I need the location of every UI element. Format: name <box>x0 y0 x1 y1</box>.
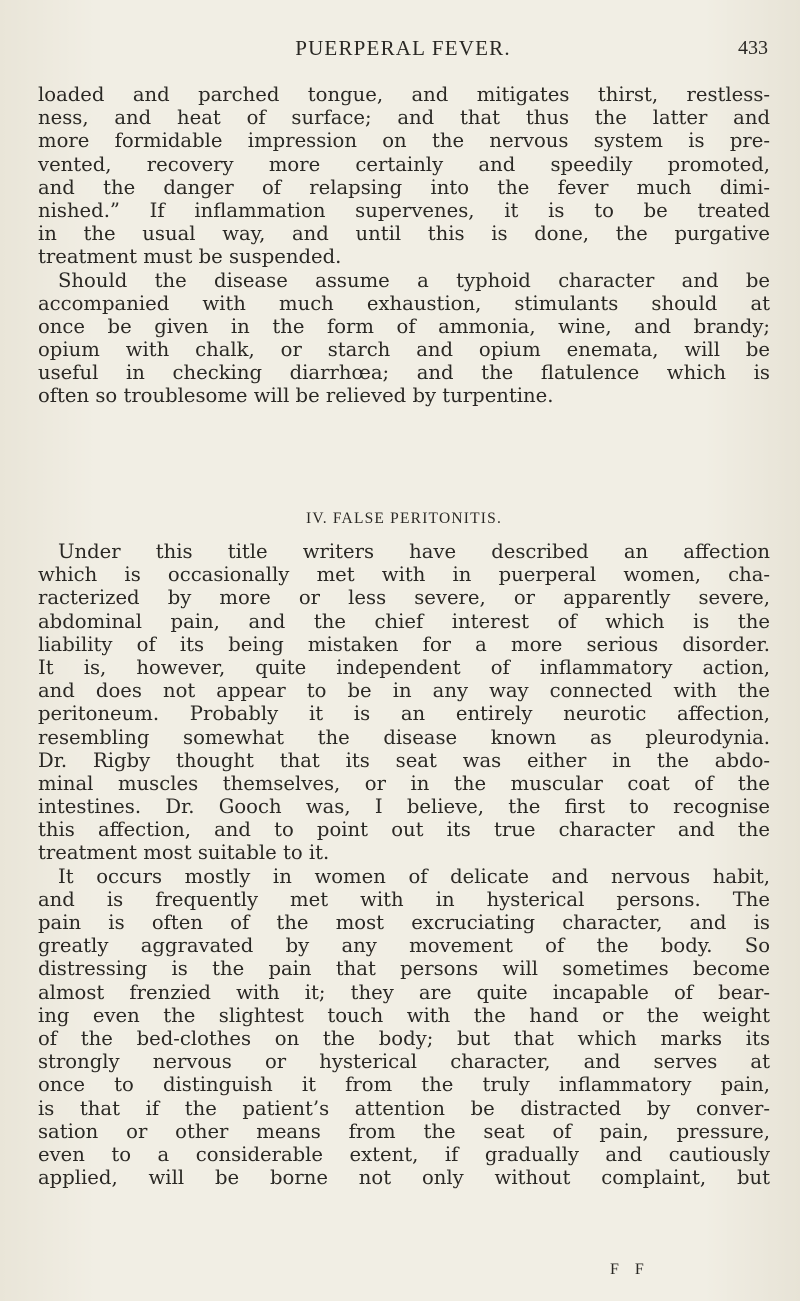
paragraph-treatment <box>38 83 770 408</box>
text-line: Under this title writers have described an affection <box>58 540 770 563</box>
text-line: vented, recovery more certainly and speedily promoted, <box>38 152 770 176</box>
chapter-title: PUERPERAL FEVER. <box>295 36 511 60</box>
text-line: is that if the patient’s attention be distracted by conver- <box>38 1096 770 1120</box>
text-line: almost frenzied with it; they are quite incapable of bear- <box>38 980 770 1004</box>
text-line: treatment must be suspended. <box>38 245 342 269</box>
page-number: 433 <box>738 37 768 59</box>
text-line: of the bed-clothes on the body; but that which marks its <box>38 1026 770 1050</box>
text-line: distressing is the pain that persons will sometimes become <box>38 957 770 981</box>
text-line: and does not appear to be in any way connected with the <box>38 679 770 703</box>
text-line: sation or other means from the seat of pain, pressure, <box>38 1119 770 1143</box>
text-line: It is, however, quite independent of inflammatory action, <box>38 655 770 679</box>
running-header <box>38 36 768 66</box>
text-line: abdominal pain, and the chief interest of which is the <box>38 609 770 633</box>
text-line: accompanied with much exhaustion, stimulants should at <box>38 291 770 315</box>
text-line: nished.” If inflammation supervenes, it is to be treated <box>38 198 770 222</box>
text-line: pain is often of the most excruciating character, and is <box>38 911 770 934</box>
signature-mark: F F <box>610 1261 650 1278</box>
text-line: applied, will be borne not only without complaint, but <box>38 1166 770 1190</box>
text-line: Dr. Rigby thought that its seat was either in the abdo- <box>38 748 770 772</box>
text-line: greatly aggravated by any movement of the body. So <box>38 934 770 958</box>
text-line: liability of its being mistaken for a more serious disorder. <box>38 632 770 656</box>
text-line: treatment most suitable to it. <box>38 841 330 865</box>
text-line: and the danger of relapsing into the fever much dimi- <box>38 175 770 199</box>
text-line: in the usual way, and until this is done, the purgative <box>38 222 770 246</box>
text-line: once to distinguish it from the truly inflammatory pain, <box>38 1073 770 1097</box>
text-line: ness, and heat of surface; and that thus the latter and <box>38 106 770 130</box>
text-line: and is frequently met with in hysterical persons. The <box>38 887 770 911</box>
text-line: opium with chalk, or starch and opium enemata, will be <box>38 338 770 362</box>
text-line: more formidable impression on the nervous system is pre- <box>38 129 770 153</box>
text-line: peritoneum. Probably it is an entirely neurotic affection, <box>38 702 770 726</box>
text-line: which is occasionally met with in puerperal women, cha- <box>38 563 770 587</box>
text-line: strongly nervous or hysterical character, and serves at <box>38 1050 770 1074</box>
text-line: often so troublesome will be relieved by turpentine. <box>38 384 554 408</box>
text-line: minal muscles themselves, or in the muscular coat of the <box>38 771 770 795</box>
text-line: racterized by more or less severe, or apparently severe, <box>38 586 770 610</box>
text-line: intestines. Dr. Gooch was, I believe, the first to recognise <box>38 795 770 819</box>
text-line: this affection, and to point out its true character and the <box>38 818 770 842</box>
text-line: even to a considerable extent, if gradually and cautiously <box>38 1142 770 1166</box>
text-line: resembling somewhat the disease known as pleurodynia. <box>38 725 770 749</box>
text-line: useful in checking diarrhœa; and the flatulence which is <box>38 361 770 385</box>
text-line: It occurs mostly in women of delicate and nervous habit, <box>58 864 770 888</box>
text-line: once be given in the form of ammonia, wine, and brandy; <box>38 314 770 338</box>
text-line: ing even the slightest touch with the hand or the weight <box>38 1003 770 1027</box>
text-line: loaded and parched tongue, and mitigates thirst, restless- <box>38 83 770 106</box>
text-line: Should the disease assume a typhoid character and be <box>58 268 770 292</box>
paragraph-false-peritonitis <box>38 540 770 1189</box>
section-heading: IV. FALSE PERITONITIS. <box>305 510 503 527</box>
